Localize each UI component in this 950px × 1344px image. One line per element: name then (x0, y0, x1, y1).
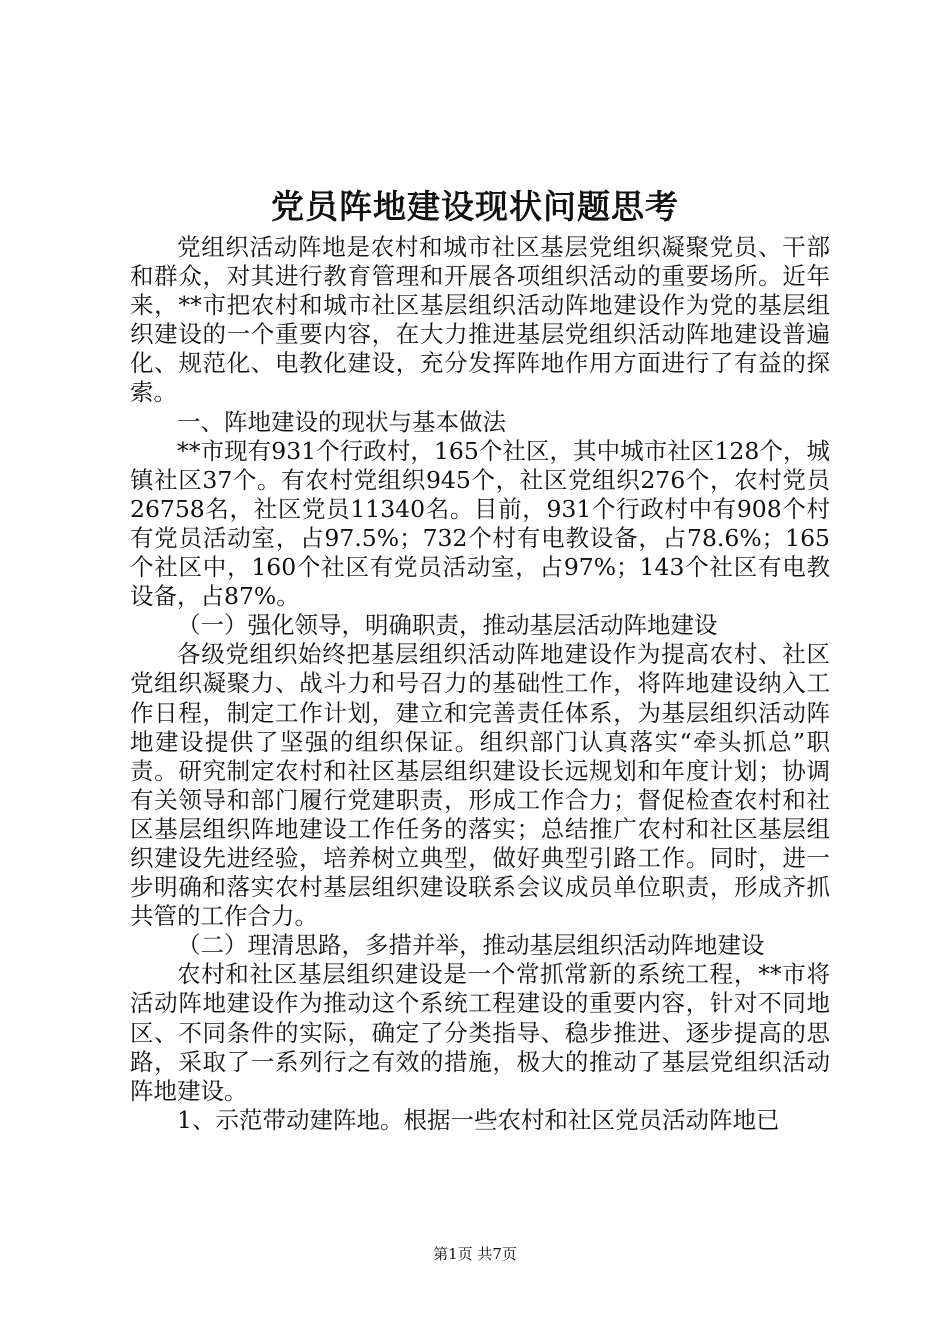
paragraph-demonstration: 1、示范带动建阵地。根据一些农村和社区党员活动阵地已 (177, 1105, 780, 1134)
document-body (130, 233, 830, 1135)
subsection-heading-2: （二）理清思路，多措并举，推动基层组织活动阵地建设 (177, 931, 765, 960)
paragraph-approach: 农村和社区基层组织建设是一个常抓常新的系统工程，**市将活动阵地建设作为推动这个系统工程建设的重要内容，针对不同地区、不同条件的实际，确定了分类指导、稳步推进、逐步提高的思路，采取了一系列行之有效的措施，极大的推动了基层党组织活动阵地建设。 (130, 960, 830, 1105)
section-heading-1: 一、阵地建设的现状与基本做法 (177, 407, 506, 436)
paragraph-intro: 党组织活动阵地是农村和城市社区基层党组织凝聚党员、干部和群众，对其进行教育管理和开展各项组织活动的重要场所。近年来，**市把农村和城市社区基层组织活动阵地建设作为党的基层组织建设的一个重要内容，在大力推进基层党组织活动阵地建设普遍化、规范化、电教化建设，充分发挥阵地作用方面进行了有益的探索。 (130, 233, 830, 407)
document-title: 党员阵地建设现状问题思考 (271, 187, 679, 226)
paragraph-statistics: **市现有931个行政村，165个社区，其中城市社区128个，城镇社区37个。有农村党组织945个，社区党组织276个，农村党员26758名，社区党员11340名。目前，931个行政村中有908个村有党员活动室，占97.5%；732个村有电教设备，占78.6%；165个社区中，160个社区有党员活动室，占97%；143个社区有电教设备，占87%。 (130, 436, 830, 611)
subsection-heading-1: （一）强化领导，明确职责，推动基层活动阵地建设 (177, 611, 718, 640)
paragraph-leadership: 各级党组织始终把基层组织活动阵地建设作为提高农村、社区党组织凝聚力、战斗力和号召力的基础性工作，将阵地建设纳入工作日程，制定工作计划，建立和完善责任体系，为基层组织活动阵地建设提供了坚强的组织保证。组织部门认真落实“牵头抓总”职责。研究制定农村和社区基层组织建设长远规划和年度计划；协调有关领导和部门履行党建职责，形成工作合力；督促检查农村和社区基层组织阵地建设工作任务的落实；总结推广农村和社区基层组织建设先进经验，培养树立典型，做好典型引路工作。同时，进一步明确和落实农村基层组织建设联系会议成员单位职责，形成齐抓共管的工作合力。 (130, 640, 830, 931)
page-number: 第1页 共7页 (433, 1245, 517, 1263)
